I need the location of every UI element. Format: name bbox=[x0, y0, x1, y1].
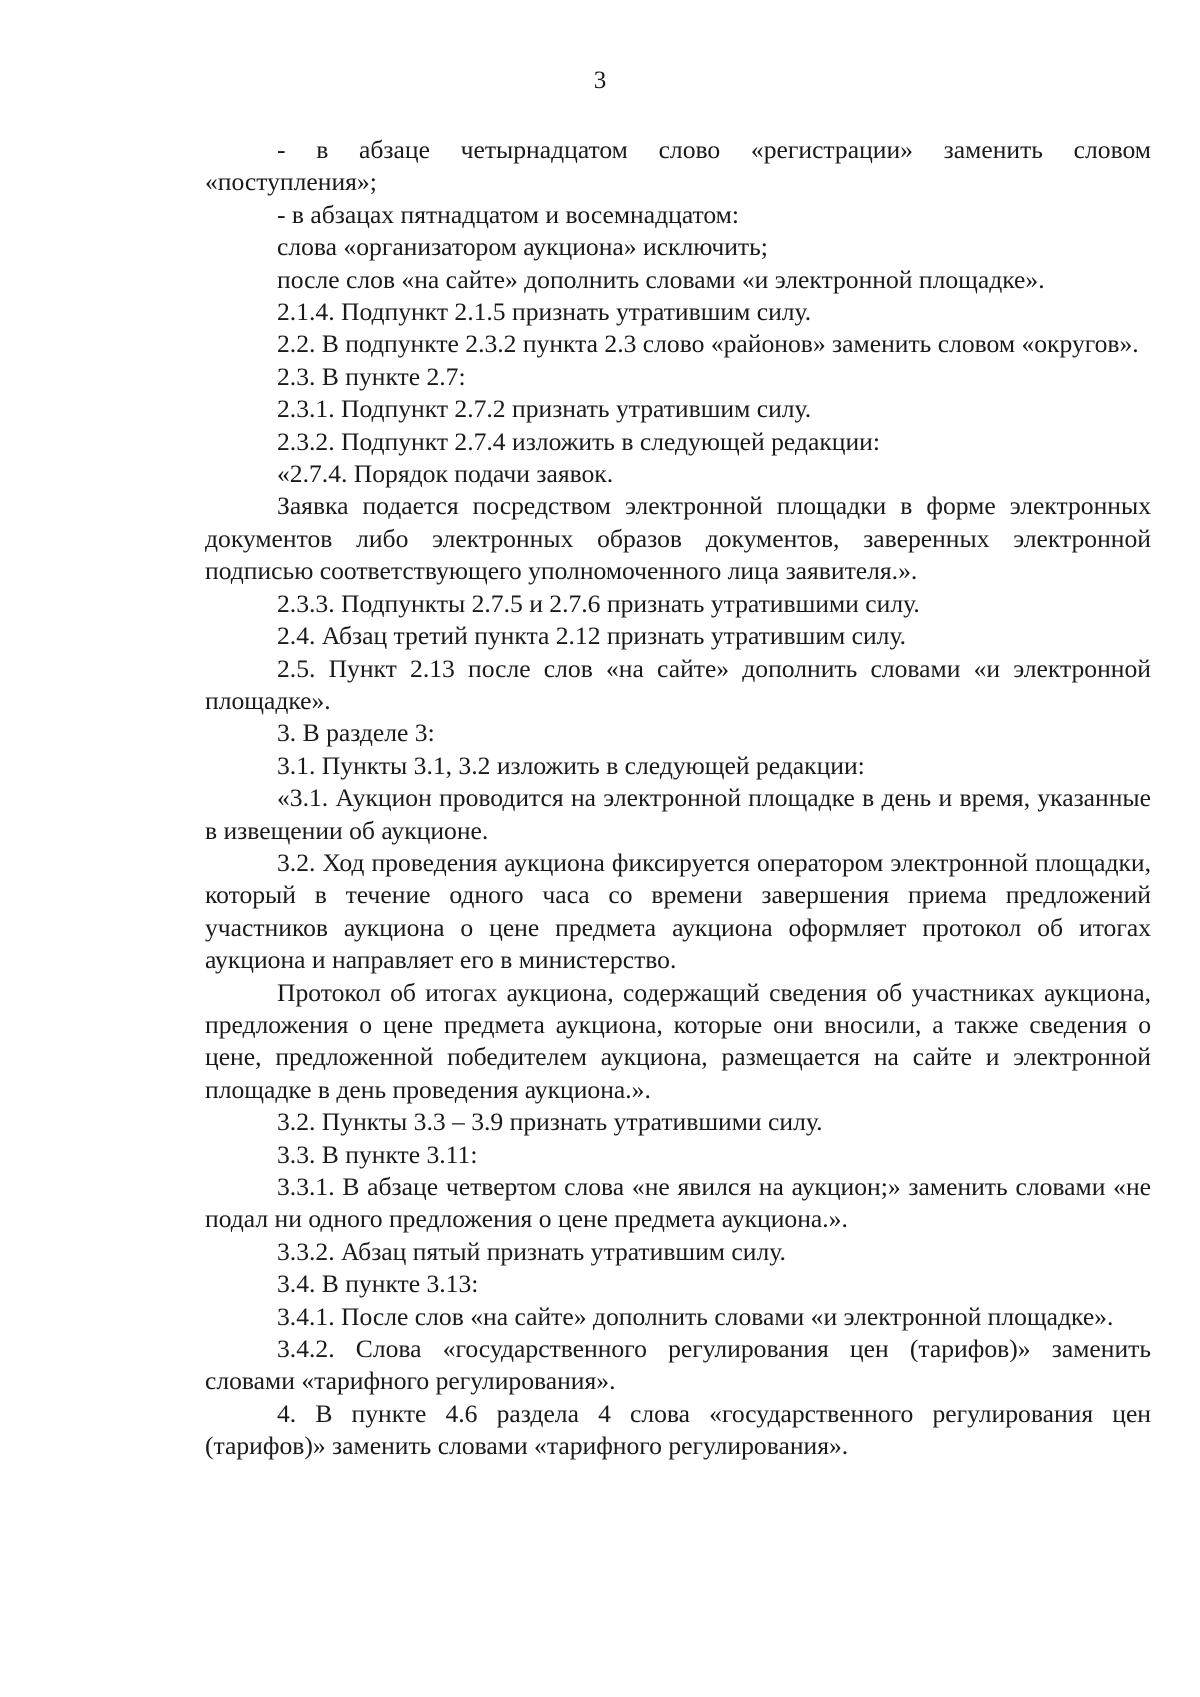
paragraph: слова «организатором аукциона» исключить; bbox=[277, 232, 768, 262]
paragraph: 3.4. В пункте 3.13: bbox=[277, 1269, 479, 1299]
paragraph: «3.1. Аукцион проводится на электронной площадке в день и время, указанные в извещении об аукционе. bbox=[205, 783, 1151, 845]
paragraph: 3. В разделе 3: bbox=[277, 718, 435, 748]
paragraph: - в абзаце четырнадцатом слово «регистрации» заменить словом «поступления»; bbox=[205, 135, 1151, 197]
document-body bbox=[205, 134, 1151, 1463]
paragraph: 2.1.4. Подпункт 2.1.5 признать утратившим силу. bbox=[277, 297, 812, 327]
paragraph: 2.3. В пункте 2.7: bbox=[277, 361, 466, 391]
paragraph: - в абзацах пятнадцатом и восемнадцатом: bbox=[277, 199, 739, 229]
paragraph: 3.4.2. Слова «государственного регулирования цен (тарифов)» заменить словами «тарифного регулирования». bbox=[205, 1334, 1151, 1396]
paragraph: Заявка подается посредством электронной площадки в форме электронных документов либо электронных образов документов, заверенных электронной подписью соответствующего уполномоченного лица заявителя.». bbox=[205, 491, 1151, 586]
paragraph: 3.2. Ход проведения аукциона фиксируется оператором электронной площадки, который в течение одного часа со времени завершения приема предложений участников аукциона о цене предмета аукциона оформляет протокол об итогах аукциона и направляет его в министерство. bbox=[205, 847, 1151, 975]
paragraph: 2.3.2. Подпункт 2.7.4 изложить в следующей редакции: bbox=[277, 426, 880, 456]
paragraph: Протокол об итогах аукциона, содержащий сведения об участниках аукциона, предложения о цене предмета аукциона, которые они вносили, а также сведения о цене, предложенной победителем аукциона, размещается на сайте и электронной площадке в день проведения аукциона.». bbox=[205, 977, 1151, 1104]
paragraph: 3.4.1. После слов «на сайте» дополнить словами «и электронной площадке». bbox=[277, 1301, 1114, 1331]
paragraph: 2.4. Абзац третий пункта 2.12 признать утратившим силу. bbox=[277, 621, 907, 651]
paragraph: 2.5. Пункт 2.13 после слов «на сайте» дополнить словами «и электронной площадке». bbox=[205, 653, 1151, 715]
paragraph: 3.1. Пункты 3.1, 3.2 изложить в следующей редакции: bbox=[277, 750, 865, 780]
paragraph: 3.3. В пункте 3.11: bbox=[277, 1139, 478, 1169]
paragraph: 3.2. Пункты 3.3 – 3.9 признать утратившими силу. bbox=[277, 1107, 823, 1137]
page-number: 3 bbox=[593, 67, 607, 94]
paragraph: 3.3.2. Абзац пятый признать утратившим силу. bbox=[277, 1236, 786, 1266]
paragraph: 4. В пункте 4.6 раздела 4 слова «государственного регулирования цен (тарифов)» заменить словами «тарифного регулирования». bbox=[205, 1398, 1151, 1461]
paragraph: 2.3.3. Подпункты 2.7.5 и 2.7.6 признать утратившими силу. bbox=[277, 588, 920, 618]
paragraph: «2.7.4. Порядок подачи заявок. bbox=[277, 459, 614, 489]
paragraph: 2.3.1. Подпункт 2.7.2 признать утратившим силу. bbox=[277, 394, 812, 424]
paragraph: после слов «на сайте» дополнить словами «и электронной площадке». bbox=[277, 264, 1045, 294]
paragraph: 3.3.1. В абзаце четвертом слова «не явился на аукцион;» заменить словами «не подал ни одного предложения о цене предмета аукциона.». bbox=[205, 1172, 1151, 1234]
paragraph: 2.2. В подпункте 2.3.2 пункта 2.3 слово «районов» заменить словом «округов». bbox=[277, 329, 1139, 359]
